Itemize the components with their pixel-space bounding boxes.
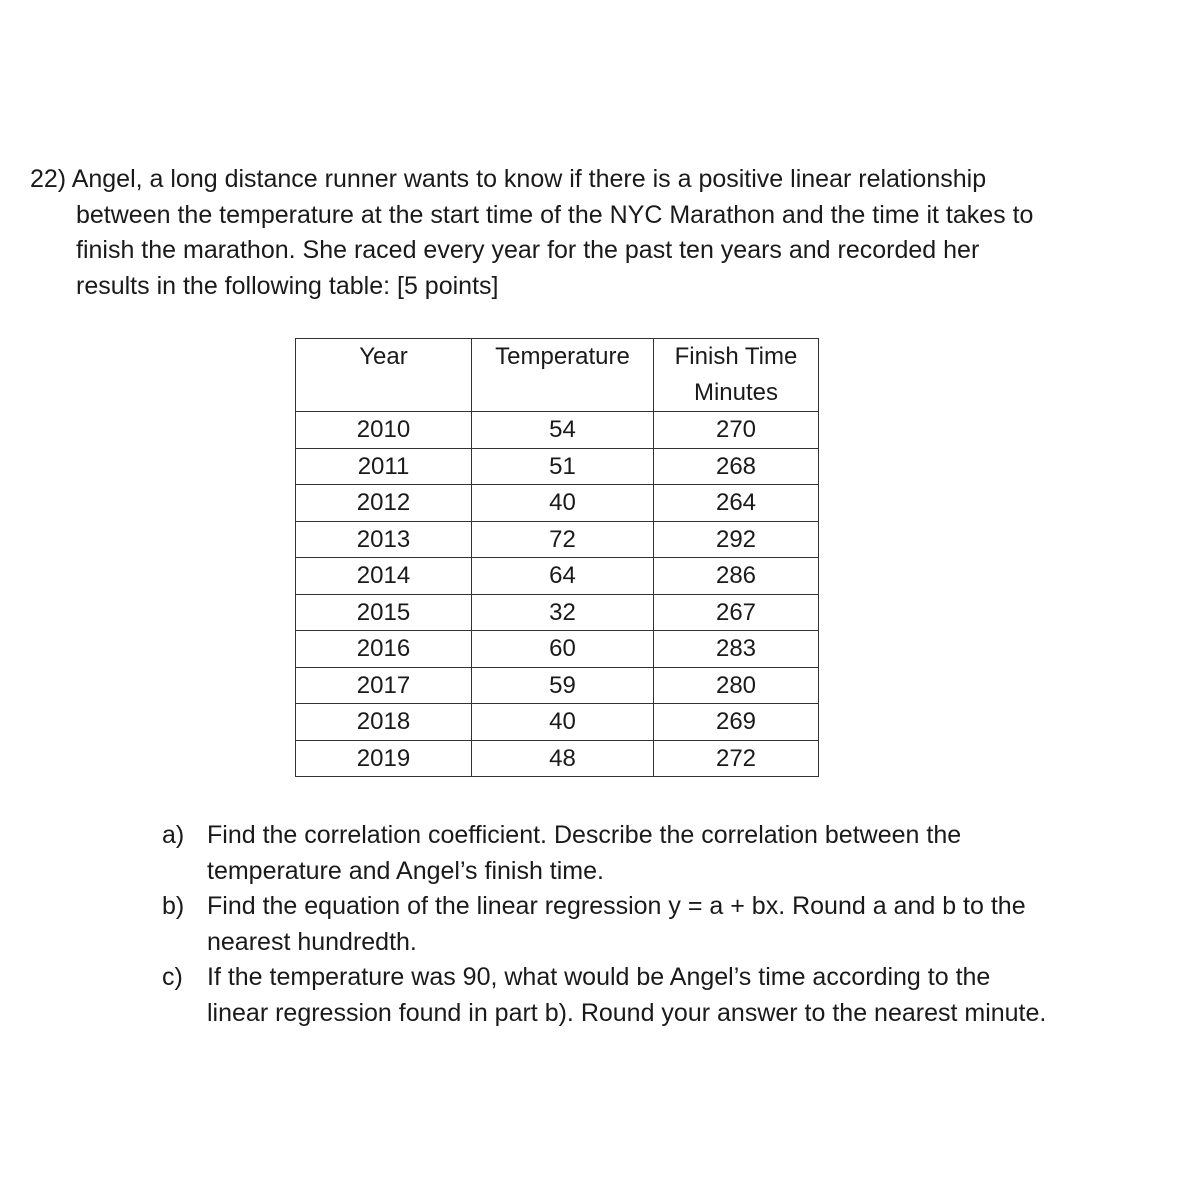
question-line: 22) Angel, a long distance runner wants to know if there is a positive linear relationship (30, 165, 987, 193)
table-row (296, 485, 819, 522)
header-temperature: Temperature (472, 339, 654, 412)
table-row (296, 448, 819, 485)
cell-temperature: 72 (472, 521, 654, 558)
cell-finish-time: 272 (654, 740, 819, 777)
table-row (296, 667, 819, 704)
cell-temperature: 48 (472, 740, 654, 777)
question-line: between the temperature at the start time of the NYC Marathon and the time it takes to (76, 200, 1034, 229)
cell-temperature: 40 (472, 704, 654, 741)
cell-year: 2014 (296, 558, 472, 595)
results-table (295, 338, 819, 777)
part-a (162, 818, 1142, 889)
cell-temperature: 60 (472, 631, 654, 668)
cell-finish-time: 269 (654, 704, 819, 741)
cell-year: 2018 (296, 704, 472, 741)
cell-finish-time: 264 (654, 485, 819, 522)
cell-finish-time: 267 (654, 594, 819, 631)
header-finish-time-line2: Minutes (693, 378, 779, 406)
question-line: results in the following table: [5 points] (76, 271, 499, 300)
table-row (296, 631, 819, 668)
cell-year: 2010 (296, 412, 472, 449)
part-line: If the temperature was 90, what would be Angel’s time according to the (207, 963, 991, 991)
header-finish-time (654, 339, 819, 412)
table-row (296, 558, 819, 595)
cell-temperature: 40 (472, 485, 654, 522)
cell-year: 2015 (296, 594, 472, 631)
cell-finish-time: 283 (654, 631, 819, 668)
question-parts (162, 818, 1142, 1031)
cell-year: 2011 (296, 448, 472, 485)
part-b (162, 889, 1142, 960)
part-label: b) (162, 892, 185, 920)
table-row (296, 704, 819, 741)
cell-year: 2016 (296, 631, 472, 668)
part-label: a) (162, 821, 185, 849)
cell-temperature: 32 (472, 594, 654, 631)
question-text (30, 162, 1140, 304)
cell-year: 2019 (296, 740, 472, 777)
cell-finish-time: 270 (654, 412, 819, 449)
cell-finish-time: 292 (654, 521, 819, 558)
cell-temperature: 51 (472, 448, 654, 485)
table-row (296, 594, 819, 631)
cell-temperature: 54 (472, 412, 654, 449)
part-c (162, 960, 1142, 1031)
cell-year: 2012 (296, 485, 472, 522)
cell-year: 2017 (296, 667, 472, 704)
header-year: Year (296, 339, 472, 412)
table-header-row (296, 339, 819, 412)
part-line: nearest hundredth. (207, 927, 417, 956)
table-row (296, 521, 819, 558)
cell-temperature: 59 (472, 667, 654, 704)
part-text (207, 960, 1142, 1031)
table-row (296, 412, 819, 449)
cell-year: 2013 (296, 521, 472, 558)
part-line: temperature and Angel’s finish time. (207, 856, 604, 885)
cell-finish-time: 280 (654, 667, 819, 704)
part-line: Find the equation of the linear regression y = a + bx. Round a and b to the (207, 892, 1026, 920)
cell-finish-time: 268 (654, 448, 819, 485)
header-finish-time-line1: Finish Time (674, 343, 798, 370)
cell-temperature: 64 (472, 558, 654, 595)
part-label: c) (162, 963, 183, 991)
part-text (207, 889, 1142, 960)
part-line: linear regression found in part b). Round your answer to the nearest minute. (207, 998, 1047, 1027)
question-line: finish the marathon. She raced every year for the past ten years and recorded her (76, 236, 980, 264)
part-text (207, 818, 1142, 889)
cell-finish-time: 286 (654, 558, 819, 595)
table-row (296, 740, 819, 777)
part-line: Find the correlation coefficient. Describe the correlation between the (207, 821, 962, 849)
